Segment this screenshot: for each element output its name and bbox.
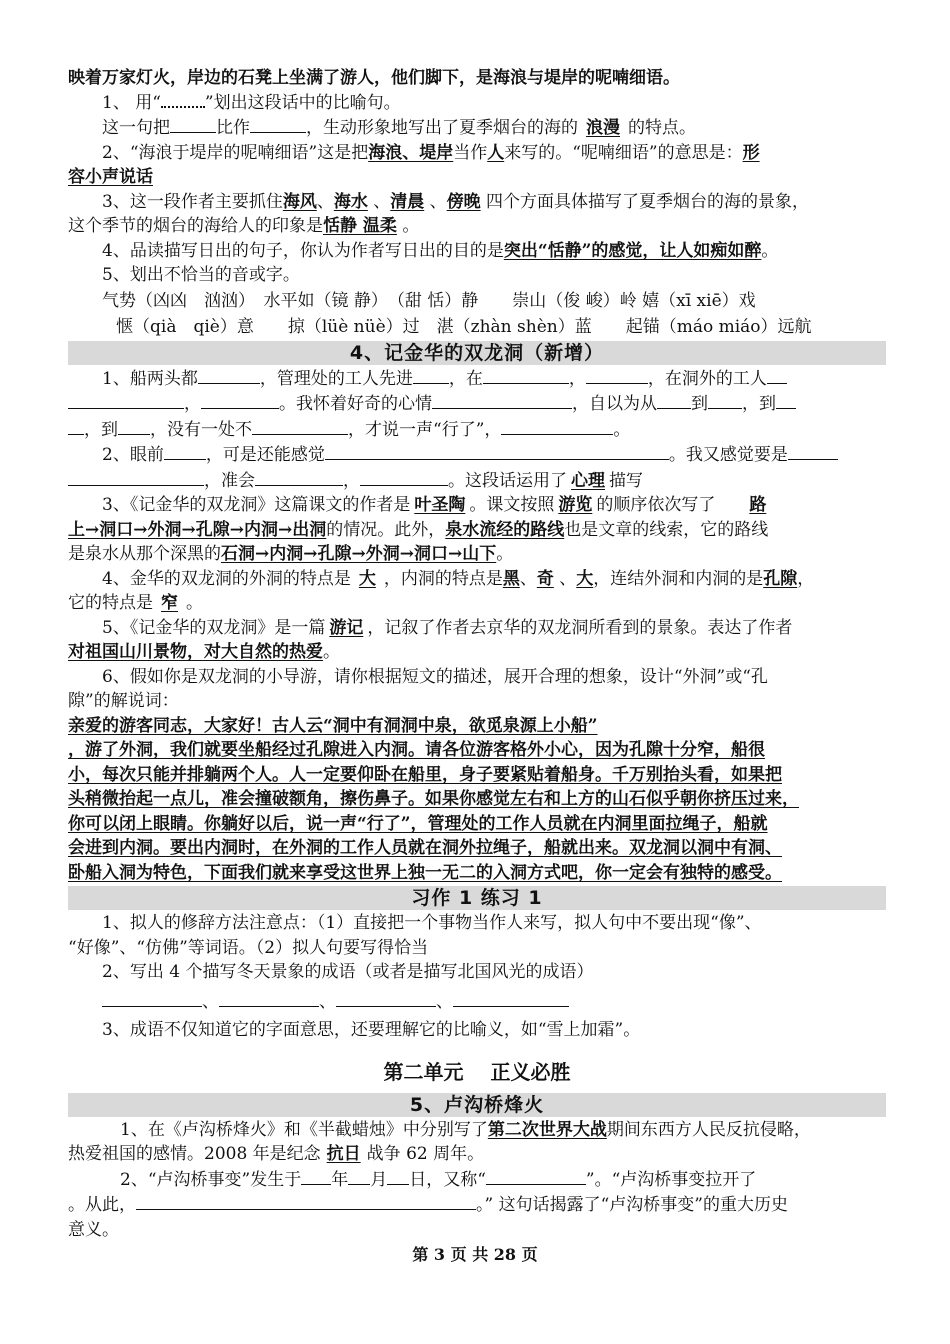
- answer: 游览: [558, 495, 593, 515]
- s3-q2: 2、“海浪于堤岸的呢喃细语”这是把海浪、堤岸当作人来写的。“呢喃细语”的意思是：形: [102, 142, 760, 163]
- s3-q3-cont: 这个季节的烟台的海给人的印象是恬静 温柔 。: [68, 216, 420, 236]
- blank[interactable]: [387, 1167, 409, 1185]
- answer: 心理: [571, 470, 605, 491]
- wavy-underline-sample: [161, 92, 205, 108]
- section-title: 5、卢沟桥烽火: [68, 1093, 886, 1117]
- answer: 形: [742, 142, 760, 163]
- guide-answer-line: 会进到内洞。要出内洞时，在外洞的工作人员就在洞外拉绳子，船就出来。双龙洞以洞中有洞、: [68, 838, 782, 858]
- guide-answer-line: 卧船入洞为特色，下面我们就来享受这世界上独一无二的入洞方式吧，你一定会有独特的感受。: [68, 862, 782, 883]
- idiom-blank[interactable]: [453, 989, 569, 1007]
- answer: 抗日: [326, 1144, 361, 1164]
- s3-q1: 1、 用“ ”划出这段话中的比喻句。: [102, 92, 401, 113]
- s5-q1: 1、在《卢沟桥烽火》和《半截蜡烛》中分别写了第二次世界大战期间东西方人民反抗侵略，: [120, 1119, 811, 1140]
- answer: 游记: [329, 617, 364, 638]
- blank[interactable]: [68, 468, 204, 486]
- blank[interactable]: [486, 1167, 586, 1185]
- blank[interactable]: [68, 391, 184, 409]
- s4-q5: 5、《记金华的双龙洞》是一篇 游记 ，记叙了作者去京华的双龙洞所看到的景象。表达了作者: [102, 617, 793, 638]
- answer: 路: [749, 495, 767, 515]
- guide-answer-line: 小，每次只能并排躺两个人。人一定要仰卧在船里，身子要紧贴着船身。千万别抬头看，如果把: [68, 764, 782, 785]
- pinyin-row-2: 惬（qià qiè）意 掠（lüè nüè）过 湛（zhàn shèn）蓝 起锚（máo miáo）远航: [116, 316, 812, 337]
- answer: 泉水流经的路线: [445, 519, 565, 540]
- blank[interactable]: [360, 468, 448, 486]
- answer: 叶圣陶: [414, 495, 466, 515]
- answer: 突出“恬静”的感觉，让人如痴如醉: [503, 240, 762, 261]
- s5-q2: 2、“卢沟桥事变”发生于 年 月 日，又称“ ”。“卢沟桥事变拉开了: [68, 1167, 886, 1193]
- idiom-blank[interactable]: [336, 989, 436, 1007]
- blank[interactable]: [586, 366, 648, 384]
- answer: 第二次世界大战: [487, 1119, 607, 1140]
- s4-q6-cont: 隙”的解说词：: [68, 691, 179, 711]
- answer: 上→洞口→外洞→孔隙→内洞→出洞: [68, 519, 327, 540]
- s4-q1-cont2: ，到 ，没有一处不 ，才说一声“行了”， 。: [68, 417, 886, 443]
- intro-line: 映着万家灯火，岸边的石凳上坐满了游人，他们脚下，是海浪与堤岸的呢喃细语。: [68, 68, 680, 88]
- guide-answer-line: 亲爱的游客同志，大家好！古人云“洞中有洞洞中泉，欲觅泉源上小船”: [68, 715, 598, 736]
- x1-q3: 3、成语不仅知道它的字面意思，还要理解它的比喻义，如“雪上加霜”。: [102, 1020, 641, 1040]
- answer: 对祖国山川景物，对大自然的热爱: [68, 642, 323, 662]
- guide-answer-line: 头稍微抬起一点儿，准会撞破额角，擦伤鼻子。如果你感觉左右和上方的山石似乎朝你挤压过来，: [68, 789, 799, 809]
- x1-q2: 2、写出 4 个描写冬天景象的成语（或者是描写北国风光的成语）: [102, 962, 594, 982]
- s4-q5-cont: 对祖国山川景物，对大自然的热爱。: [68, 642, 340, 662]
- s4-q2: 2、眼前 ，可是还能感觉 。我又感觉要是: [68, 442, 886, 468]
- s4-q3-cont2: 是泉水从那个深黑的石洞→内洞→孔隙→外洞→洞口→山下。: [68, 544, 514, 564]
- blank[interactable]: [413, 366, 449, 384]
- blank[interactable]: [348, 1167, 370, 1185]
- blank[interactable]: [301, 1167, 331, 1185]
- blank[interactable]: [164, 442, 206, 460]
- blank[interactable]: [708, 391, 742, 409]
- worksheet-page: [68, 66, 886, 1242]
- blank[interactable]: [776, 391, 796, 409]
- blank[interactable]: [201, 391, 279, 409]
- blank[interactable]: [118, 417, 150, 435]
- s4-q1-cont: ， 。我怀着好奇的心情 ，自以为从 到 ，到: [68, 391, 886, 417]
- x1-q1: 1、拟人的修辞方法注意点：（1）直接把一个事物当作人来写，拟人句中不要出现“像”、: [102, 913, 762, 933]
- s4-q4-cont: 它的特点是 窄 。: [68, 593, 203, 613]
- blank[interactable]: [767, 366, 787, 384]
- section-title: 4、记金华的双龙洞（新增）: [68, 341, 886, 365]
- page-footer: 第 3 页 共 28 页: [412, 1245, 538, 1264]
- blank[interactable]: [250, 115, 306, 133]
- blank[interactable]: [432, 391, 572, 409]
- s3-q1-fill: 这一句把 比作 ，生动形象地写出了夏季烟台的海的 浪漫 的特点。: [68, 115, 886, 141]
- guide-answer-line: 你可以闭上眼睛。你躺好以后，说一声“行了”，管理处的工作人员就在内洞里面拉绳子，船就: [68, 813, 768, 834]
- answer: 浪漫: [586, 118, 620, 138]
- x1-q1-cont: “好像”、“仿佛”等词语。（2）拟人句要写得恰当: [68, 937, 429, 958]
- s3-q5: 5、划出不恰当的音或字。: [102, 265, 300, 285]
- x1-q2-blanks: 、 、 、: [68, 989, 886, 1015]
- guide-answer-line: ，游了外洞，我们就要坐船经过孔隙进入内洞。请各位游客格外小心，因为孔隙十分窄，船很: [68, 740, 765, 760]
- blank[interactable]: [252, 417, 348, 435]
- s5-q2-cont2: 意义。: [68, 1219, 119, 1240]
- idiom-blank[interactable]: [219, 989, 319, 1007]
- s4-q3: 3、《记金华的双龙洞》这篇课文的作者是 叶圣陶 。课文按照 游览 的顺序依次写了 路: [102, 495, 767, 515]
- blank[interactable]: [325, 442, 669, 460]
- blank[interactable]: [198, 366, 260, 384]
- s4-q1: 1、船两头都 ，管理处的工人先进 ，在 ， ，在洞外的工人: [68, 366, 886, 392]
- blank[interactable]: [170, 115, 216, 133]
- blank[interactable]: [136, 1192, 476, 1210]
- s4-q4: 4、金华的双龙洞的外洞的特点是 大 ，内洞的特点是黑、奇 、大，连结外洞和内洞的是孔隙，: [102, 568, 815, 589]
- section-title: 习作 1 练习 1: [68, 886, 886, 910]
- answer: 石洞→内洞→孔隙→外洞→洞口→山下: [221, 544, 497, 564]
- s4-q2-cont: ，准会 ， 。这段话运用了 心理 描写: [68, 468, 886, 494]
- blank[interactable]: [255, 468, 343, 486]
- s3-q2-cont: [68, 165, 886, 190]
- answer: 人: [487, 142, 505, 163]
- answer: 海浪、堤岸: [368, 142, 454, 163]
- blank[interactable]: [501, 417, 613, 435]
- idiom-blank[interactable]: [102, 989, 202, 1007]
- s4-q3-cont: 上→洞口→外洞→孔隙→内洞→出洞的情况。此外，泉水流经的路线也是文章的线索，它的路线: [68, 519, 769, 540]
- s5-q2-cont: 。从此， 。” 这句话揭露了“卢沟桥事变”的重大历史: [68, 1192, 886, 1218]
- s5-q1-cont: 热爱祖国的感情。2008 年是纪念 抗日 战争 62 周年。: [68, 1144, 485, 1164]
- s3-q3: 3、这一段作者主要抓住海风、海水 、清晨 、傍晚 四个方面具体描写了夏季烟台的海的景象，: [102, 191, 810, 212]
- blank[interactable]: [657, 391, 691, 409]
- answer: 容小声说话: [68, 167, 153, 187]
- unit-title: 第二单元 正义必胜: [383, 1059, 571, 1084]
- answer: 恬静 温柔: [323, 216, 397, 236]
- blank[interactable]: [68, 417, 84, 435]
- blank[interactable]: [788, 442, 838, 460]
- s3-q4: 4、品读描写日出的句子，你认为作者写日出的目的是突出“恬静”的感觉，让人如痴如醉。: [102, 240, 779, 261]
- pinyin-row-1: 气势（凶凶 汹汹） 水平如（镜 静） （甜 恬）静 崇山（俊 峻）岭 嬉（xī xiē）戏: [102, 290, 756, 311]
- blank[interactable]: [483, 366, 569, 384]
- s4-q6: 6、假如你是双龙洞的小导游，请你根据短文的描述，展开合理的想象，设计“外洞”或“孔: [102, 666, 768, 687]
